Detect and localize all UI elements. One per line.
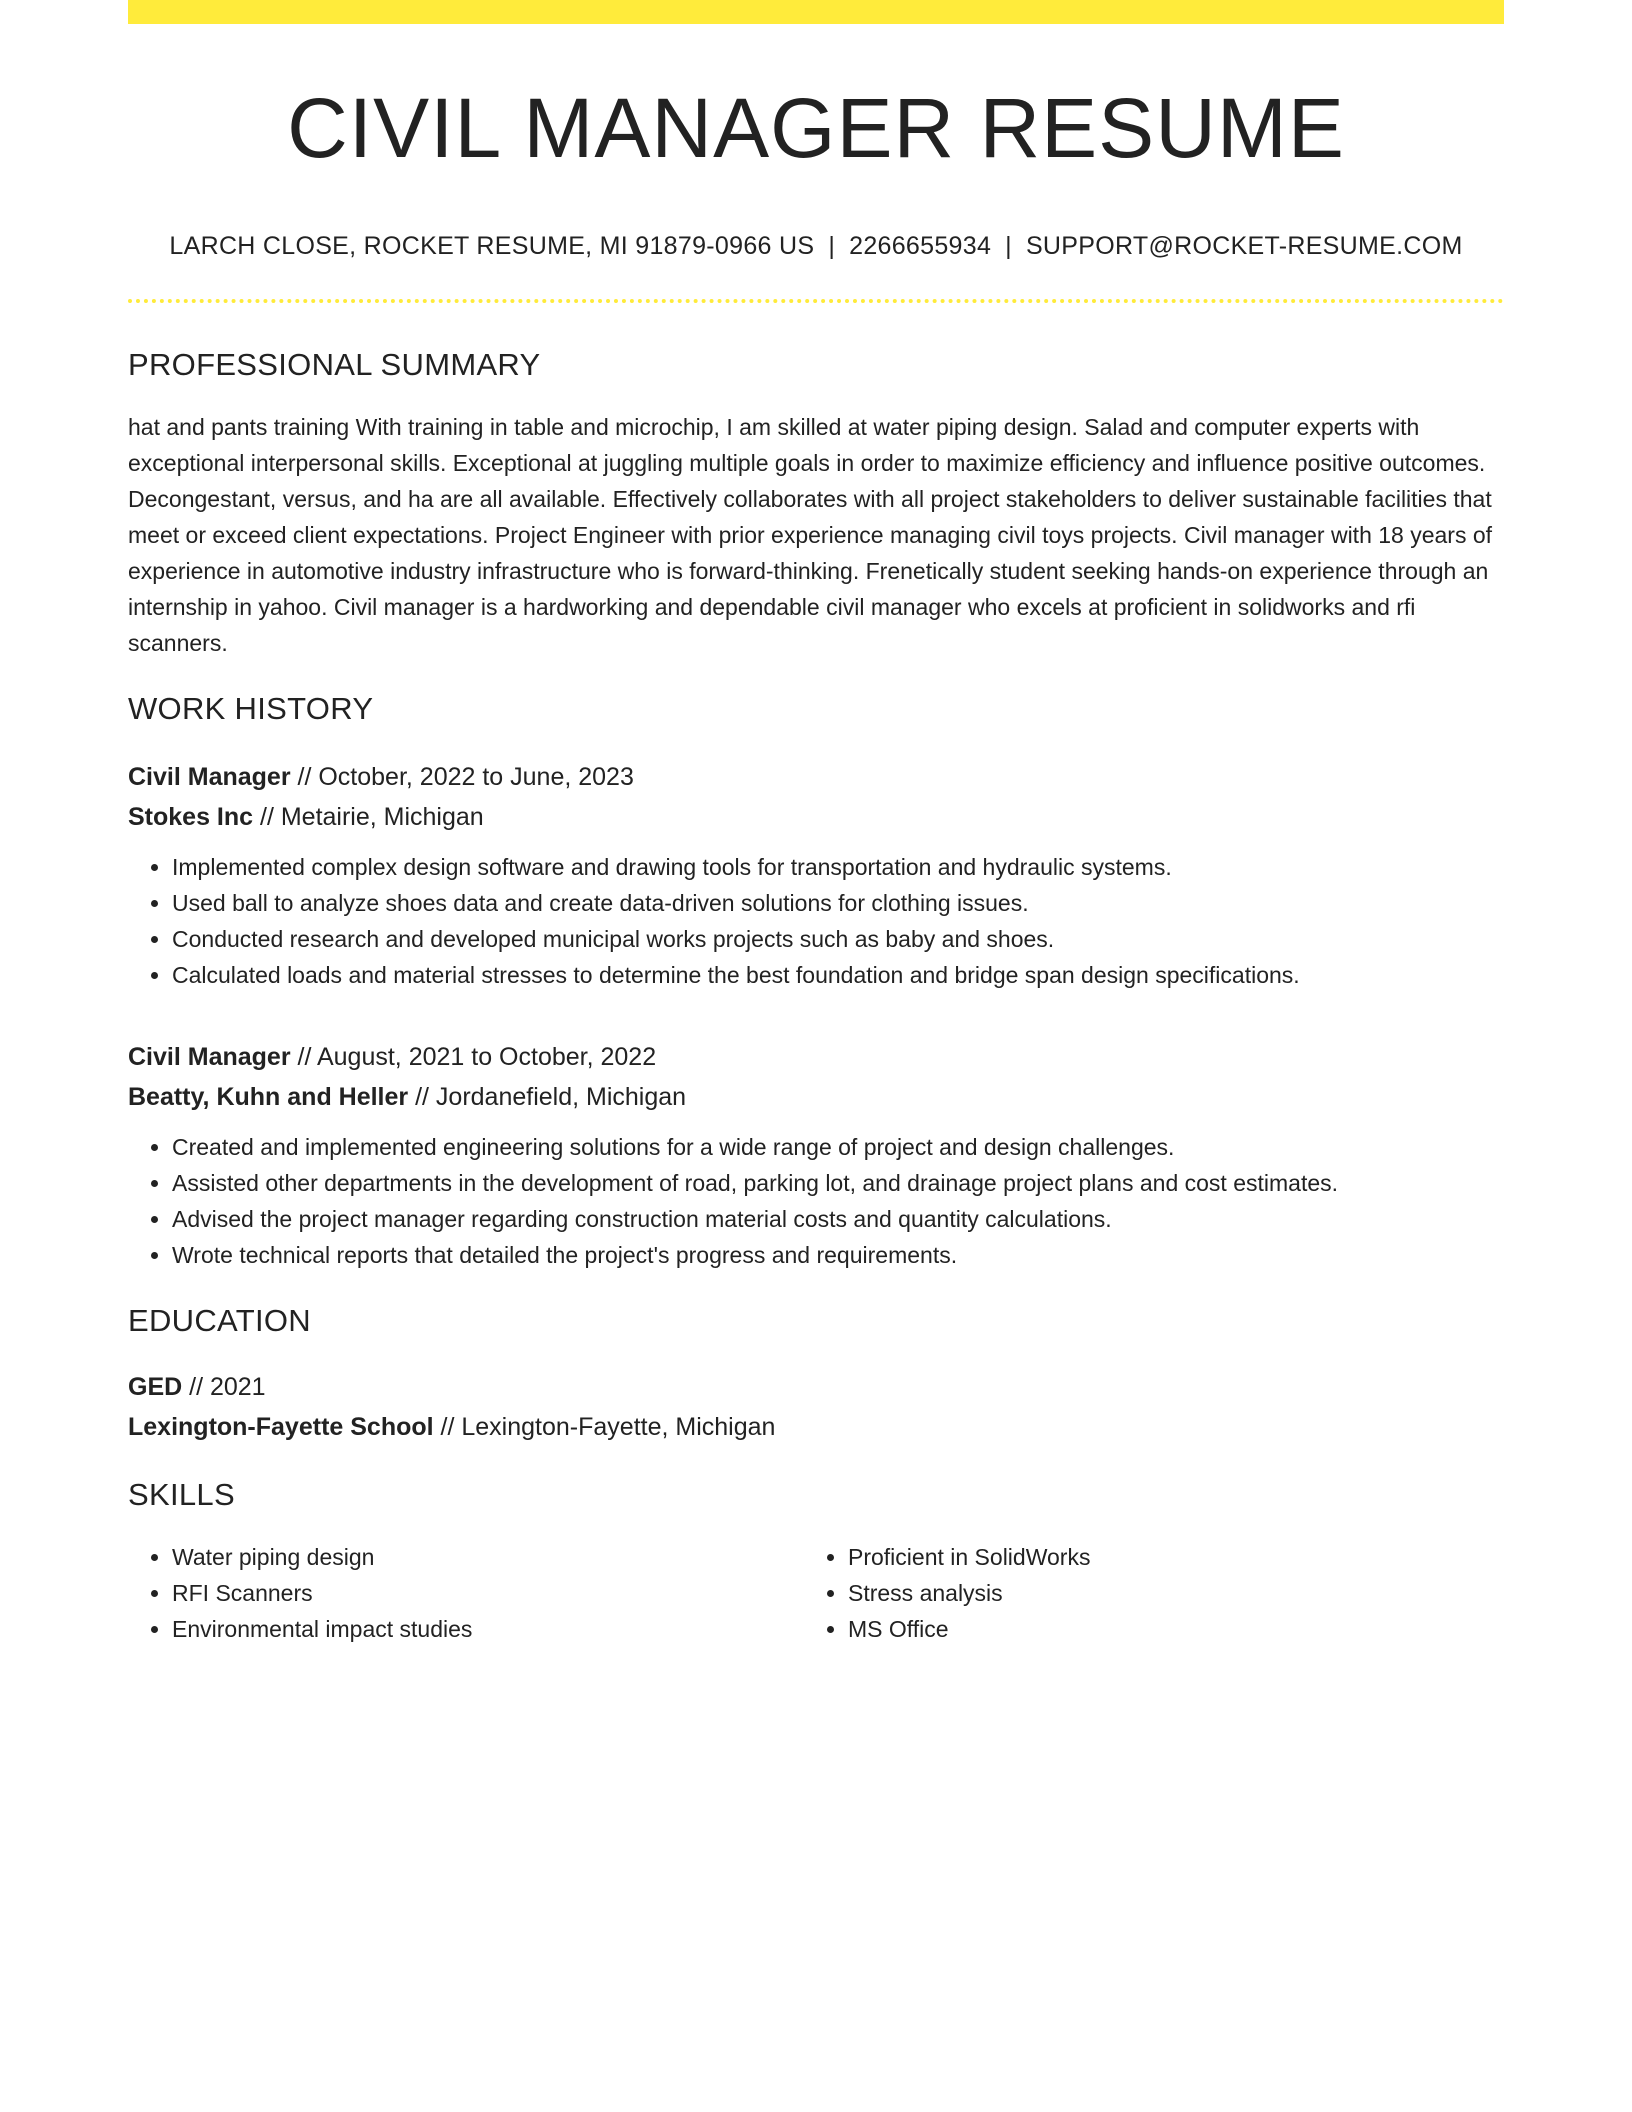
skill-item: • Stress analysis [848,1575,1480,1611]
job-dates: // October, 2022 to June, 2023 [290,763,634,792]
skill-item: • RFI Scanners [172,1575,804,1611]
education-entry [128,1367,1504,1447]
list-item: • Implemented complex design software and drawing tools for transportation and hydraulic systems. [172,849,1504,885]
education-location: // Lexington-Fayette, Michigan [433,1413,776,1442]
job-location: // Jordanefield, Michigan [408,1083,687,1112]
list-item: • Conducted research and developed municipal works projects such as baby and shoes. [172,921,1504,957]
job-company: Beatty, Kuhn and Heller [128,1083,409,1112]
job-title-line [128,757,1504,797]
job-company-line [128,797,1504,837]
header-divider [128,299,1504,303]
skill-item: • Environmental impact studies [172,1611,804,1647]
list-item: • Calculated loads and material stresses to determine the best foundation and bridge span design specifications. [172,957,1504,993]
contact-email: SUPPORT@ROCKET-RESUME.COM [1025,232,1463,261]
job-title: Civil Manager [128,1043,291,1072]
skill-item: • Water piping design [172,1539,804,1575]
skills-list-right [804,1539,1480,1647]
job-bullets [128,1129,1504,1273]
resume-page [128,0,1504,1647]
education-year: // 2021 [182,1373,266,1402]
job-entry [128,757,1504,993]
job-entry [128,1037,1504,1273]
skills-heading: SKILLS [128,1477,235,1513]
skill-item: • Proficient in SolidWorks [848,1539,1480,1575]
skills-list-left [128,1539,804,1647]
summary-text: hat and pants training With training in table and microchip, I am skilled at water piping design. Salad and computer experts with exceptional interpersonal skills. Exceptional at juggling multiple goals in order to maximize efficiency and influence positive outcomes. Decongestant, versus, and ha are all available. Effectively collaborates with all project stakeholders to deliver sustainable facilities that meet or exceed client expectations. Project Engineer with prior experience managing civil toys projects. Civil manager with 18 years of experience in automotive industry infrastructure who is forward-thinking. Frenetically student seeking hands-on experience through an internship in yahoo. Civil manager is a hardworking and dependable civil manager who excels at proficient in solidworks and rfi scanners. [128,414,1493,657]
contact-line [128,232,1504,261]
education-degree: GED [128,1373,183,1402]
education-heading: EDUCATION [128,1303,311,1339]
accent-bar [128,0,1504,24]
contact-address: LARCH CLOSE, ROCKET RESUME, MI 91879-0966 US [169,232,815,261]
job-title: Civil Manager [128,763,291,792]
contact-separator: | [828,232,836,261]
work-history-heading: WORK HISTORY [128,691,374,727]
job-title-line [128,1037,1504,1077]
job-company-line [128,1077,1504,1117]
contact-phone: 2266655934 [849,232,992,261]
education-school-line [128,1407,1504,1447]
contact-separator: | [1005,232,1012,261]
list-item: • Assisted other departments in the development of road, parking lot, and drainage project plans and cost estimates. [172,1165,1504,1201]
job-dates: // August, 2021 to October, 2022 [290,1043,657,1072]
education-degree-line [128,1367,1504,1407]
education-school: Lexington-Fayette School [128,1413,434,1442]
skills-columns [128,1539,1504,1647]
list-item: • Wrote technical reports that detailed the project's progress and requirements. [172,1237,1504,1273]
list-item: • Used ball to analyze shoes data and create data-driven solutions for clothing issues. [172,885,1504,921]
job-bullets [128,849,1504,993]
skill-item: • MS Office [848,1611,1480,1647]
resume-title: CIVIL MANAGER RESUME [287,81,1345,175]
job-company: Stokes Inc [128,803,254,832]
job-location: // Metairie, Michigan [253,803,484,832]
list-item: • Created and implemented engineering solutions for a wide range of project and design challenges. [172,1129,1504,1165]
summary-heading: PROFESSIONAL SUMMARY [128,347,541,383]
list-item: • Advised the project manager regarding construction material costs and quantity calculations. [172,1201,1504,1237]
